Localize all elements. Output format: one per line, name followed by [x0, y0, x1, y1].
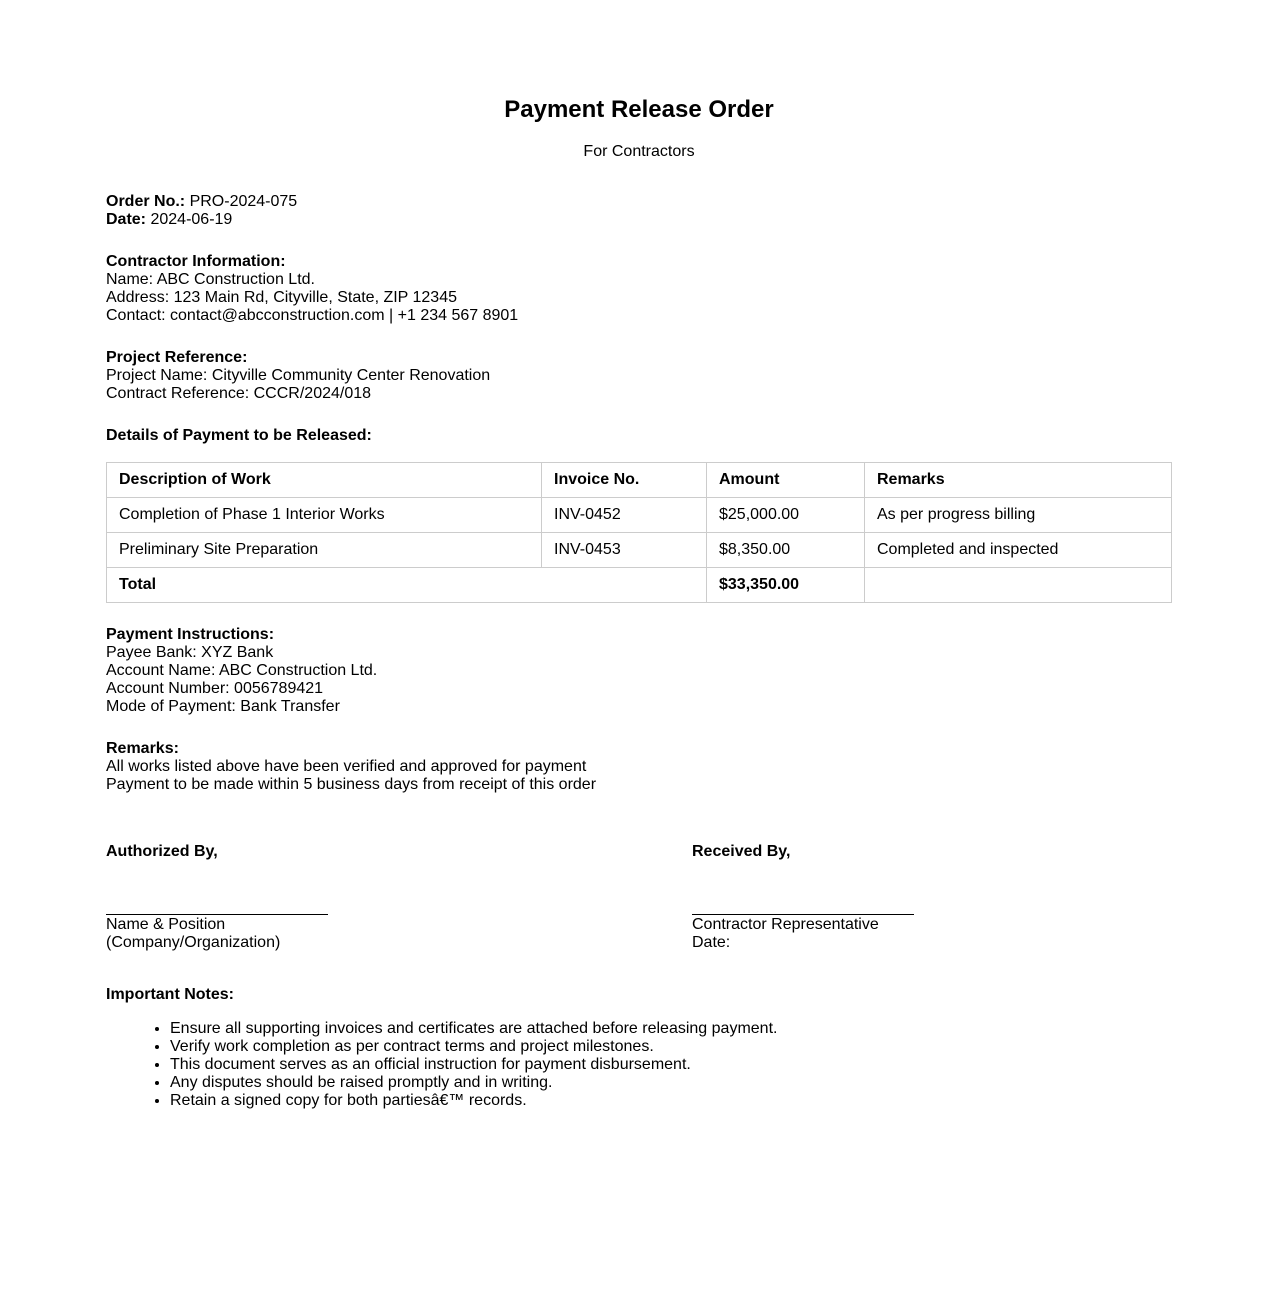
table-header-row — [107, 463, 1172, 498]
row-amount: $8,350.00 — [707, 533, 865, 568]
row-remarks: As per progress billing — [865, 498, 1172, 533]
account-number: Account Number: 0056789421 — [106, 680, 324, 697]
list-item: • This document serves as an official instruction for payment disbursement. — [170, 1056, 1172, 1074]
payment-details-heading: Details of Payment to be Released: — [106, 427, 372, 444]
document-title: Payment Release Order — [504, 96, 774, 123]
list-item: • Any disputes should be raised promptly and in writing. — [170, 1074, 1172, 1092]
project-reference — [106, 349, 1172, 403]
row-description: Preliminary Site Preparation — [107, 533, 542, 568]
row-invoice: INV-0452 — [542, 498, 707, 533]
column-header-invoice: Invoice No. — [542, 463, 707, 498]
order-date-label: Date: — [106, 211, 147, 228]
table-row — [107, 498, 1172, 533]
received-heading: Received By, — [692, 843, 791, 860]
order-number-label: Order No.: — [106, 193, 186, 210]
document-subtitle: For Contractors — [583, 143, 695, 160]
row-amount: $25,000.00 — [707, 498, 865, 533]
row-invoice: INV-0453 — [542, 533, 707, 568]
remarks-line: All works listed above have been verified and approved for payment — [106, 758, 587, 775]
order-number-value: PRO-2024-075 — [189, 193, 298, 210]
order-date-line — [106, 211, 1172, 229]
remarks-heading: Remarks: — [106, 740, 179, 757]
table-total-row — [107, 568, 1172, 603]
notes-heading: Important Notes: — [106, 986, 234, 1003]
table-row — [107, 533, 1172, 568]
column-header-description: Description of Work — [107, 463, 542, 498]
payment-instructions — [106, 626, 1172, 716]
order-date-value: 2024-06-19 — [150, 211, 233, 228]
authorized-heading: Authorized By, — [106, 843, 218, 860]
received-representative: Contractor Representative — [692, 916, 879, 933]
received-date: Date: — [692, 934, 731, 951]
authorized-name-position: Name & Position — [106, 916, 226, 933]
instructions-heading: Payment Instructions: — [106, 626, 275, 643]
important-notes — [106, 986, 1172, 1110]
contractor-address: Address: 123 Main Rd, Cityville, State, ZIP 12345 — [106, 289, 457, 306]
row-remarks: Completed and inspected — [865, 533, 1172, 568]
payment-details-section — [106, 427, 1172, 445]
row-description: Completion of Phase 1 Interior Works — [107, 498, 542, 533]
received-signature-block — [692, 843, 1012, 952]
notes-list — [106, 1020, 1172, 1110]
contractor-contact: Contact: contact@abcconstruction.com | +1 234 567 8901 — [106, 307, 519, 324]
order-info — [106, 193, 1172, 229]
list-item: • Ensure all supporting invoices and certificates are attached before releasing payment. — [170, 1020, 1172, 1038]
contractor-info — [106, 253, 1172, 325]
received-signature-line — [692, 914, 914, 915]
total-label: Total — [107, 568, 707, 603]
payment-mode: Mode of Payment: Bank Transfer — [106, 698, 340, 715]
account-name: Account Name: ABC Construction Ltd. — [106, 662, 378, 679]
remarks-line: Payment to be made within 5 business days from receipt of this order — [106, 776, 597, 793]
column-header-amount: Amount — [707, 463, 865, 498]
list-item: • Verify work completion as per contract terms and project milestones. — [170, 1038, 1172, 1056]
project-name: Project Name: Cityville Community Center Renovation — [106, 367, 491, 384]
payee-bank: Payee Bank: XYZ Bank — [106, 644, 274, 661]
contract-reference: Contract Reference: CCCR/2024/018 — [106, 385, 372, 402]
contractor-name: Name: ABC Construction Ltd. — [106, 271, 315, 288]
total-amount: $33,350.00 — [707, 568, 865, 603]
total-remarks-cell — [865, 568, 1172, 603]
authorized-company: (Company/Organization) — [106, 934, 281, 951]
contractor-heading: Contractor Information: — [106, 253, 286, 270]
authorized-signature-line — [106, 914, 328, 915]
list-item: • Retain a signed copy for both partiesâ€™ records. — [170, 1092, 1172, 1110]
remarks-section — [106, 740, 1172, 794]
order-number-line — [106, 193, 1172, 211]
column-header-remarks: Remarks — [865, 463, 1172, 498]
project-heading: Project Reference: — [106, 349, 248, 366]
authorized-signature-block — [106, 843, 426, 952]
payment-table — [106, 462, 1172, 603]
